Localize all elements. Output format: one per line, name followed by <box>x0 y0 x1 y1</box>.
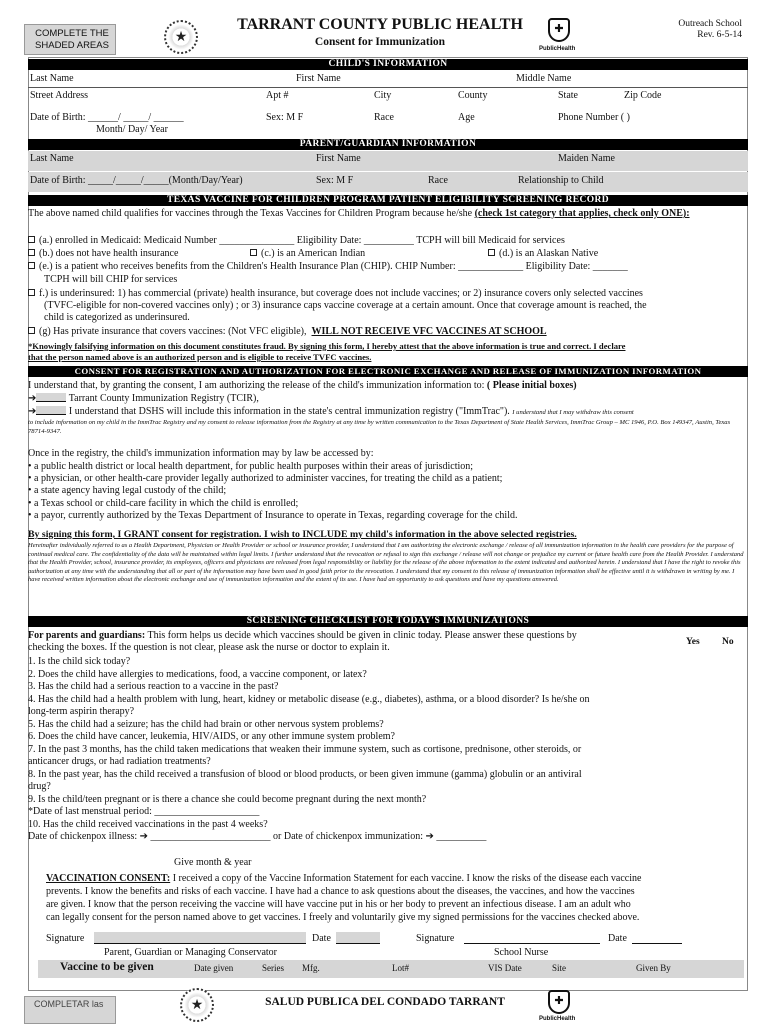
divider <box>28 87 748 88</box>
eligibility-option-e <box>28 261 744 273</box>
eligibility-option-e-note: TCPH will bill CHIP for services <box>44 274 178 285</box>
access-list-item: • a payor, currently authorized by the Texas Department of Insurance to operate in Texas, regarding coverage for the child. <box>28 509 518 521</box>
access-list-item: • a physician, or other health-care provider legally authorized to administer vaccines, for treating the child as a patient; <box>28 473 503 485</box>
question-7: 7. In the past 3 months, has the child taken medications that weaken their immune system, such as cortisone, prednisone, other steroids, or <box>28 743 582 755</box>
registry-dshs-row <box>28 406 744 418</box>
attestation-line-2: that the person named above is an authorized person and is eligible to receive TVFC vaccines. <box>28 352 372 362</box>
child-middle-name-field[interactable]: Middle Name <box>516 73 572 84</box>
col-given-by: Given By <box>636 963 671 973</box>
col-vis-date: VIS Date <box>488 963 522 973</box>
option-b-label: (b.) does not have health insurance <box>39 248 179 259</box>
question-9-lmp: *Date of last menstrual period: _____________________ <box>28 806 260 817</box>
parent-signature-label: Signature <box>46 933 85 944</box>
child-first-name-field[interactable]: First Name <box>296 73 341 84</box>
public-health-logo-text: PublicHealth <box>539 46 576 52</box>
checkbox-a[interactable] <box>28 236 35 243</box>
registry-tcir-row <box>28 393 744 405</box>
public-health-shield-icon <box>548 18 570 42</box>
chickenpox-dates[interactable]: Date of chickenpox illness: ➔ ________________________ or Date of chickenpox immunization: ➔ __________ <box>28 831 487 842</box>
question-4-cont: long-term aspirin therapy? <box>28 706 135 717</box>
grant-consent-statement: By signing this form, I GRANT consent for registration. I wish to INCLUDE my child's information in the above selected registries. <box>28 529 577 540</box>
screening-intro <box>28 630 668 654</box>
access-list-item: • a Texas school or child-care facility in which the child is enrolled; <box>28 497 299 509</box>
eligibility-intro-bold: (check 1st category that applies, check only ONE): <box>474 208 690 219</box>
vaccination-consent-label: VACCINATION CONSENT: <box>46 873 171 884</box>
arrow-right-icon: ➔ <box>28 393 37 404</box>
option-f-label: f.) is underinsured: 1) has commercial (private) health insurance, but coverage does not include vaccines; or 2) insurance covers only selected vaccines <box>39 288 643 299</box>
option-c-label: (c.) is an American Indian <box>261 248 366 259</box>
screening-questions <box>28 656 678 844</box>
child-race-field[interactable]: Race <box>374 112 394 123</box>
parent-dob-field[interactable]: Date of Birth: _____/_____/_____(Month/Day/Year) <box>30 175 243 186</box>
child-dob-field[interactable]: Date of Birth: ______/ _____/ ______ <box>30 112 184 123</box>
question-3: 3. Has the child had a serious reaction to a vaccine in the past? <box>28 681 279 692</box>
arrow-right-icon: ➔ <box>28 406 37 417</box>
registry-intro <box>28 380 744 392</box>
attestation-line-1: *Knowingly falsifying information on this document constitutes fraud. By signing this form, I hereby attest that the above information is true and correct. I declare <box>28 341 626 351</box>
eligibility-intro <box>28 208 744 220</box>
vaccination-consent-text-2: prevents. I know the benefits and risks of each vaccine. I have had a chance to ask questions about the diseases, the vaccines, and how the vaccines <box>46 886 635 897</box>
vaccine-given-row <box>38 960 744 978</box>
eligibility-option-f <box>28 288 744 300</box>
section-screening-heading: SCREENING CHECKLIST FOR TODAY'S IMMUNIZATIONS <box>28 616 748 627</box>
checkbox-d[interactable] <box>488 249 495 256</box>
vaccination-consent-text-3: are given. I know that the person receiving the vaccine will have vaccine put in his or her body to prevent an infectious disease. I am an adult who <box>46 899 631 910</box>
question-8: 8. In the past year, has the child received a transfusion of blood or blood products, or been given immune (gamma) globulin or an antiviral <box>28 768 582 780</box>
col-site: Site <box>552 963 567 973</box>
question-4: 4. Has the child had a health problem with lung, heart, kidney or metabolic disease (e.g., diabetes), asthma, or a blood disorder? Is he/she on <box>28 693 590 705</box>
child-sex-field[interactable]: Sex: M F <box>266 112 304 123</box>
eligibility-option-g <box>28 326 744 338</box>
footer-shaded-note: COMPLETAR las <box>34 999 104 1009</box>
col-lot: Lot# <box>392 963 409 973</box>
nurse-signature-field[interactable] <box>464 932 600 944</box>
legal-disclaimer: Hereinafter individually referred to as a Health Department, Physician or Health Provider or school or insurance provider, I understand that I am authorizing the electronic exchange / release of all immunization information in the health care providers for the purpose of continual medical care. The confidentiality of the data will be maintained within legal limits. I further understand that the revocation or refusal to sign this exchange / release will not change or prejudice my current or future health care from the Health Provider. I understand that the Health Provider, school, insurance provider, its employees, officers and physicians are released from legal responsibility or liability for the release of the above information to the extent indicated and authorized herein. I understand that I have the right to revoke this authorization at any time with the understanding that all or part of the information may have been used in good faith prior to the revocation. I understand that my consent to this release of immunization information shall be effective until it is withdrawn in writing by me. I have received written information about the electronic exchange and use of immunization information and the extent of its use. I have had an opportunity to ask questions and have my questions answered. <box>28 542 744 583</box>
vaccination-consent <box>28 872 744 924</box>
child-phone-field[interactable]: Phone Number ( ) <box>558 112 630 123</box>
revision-label: Rev. 6-5-14 <box>697 30 742 40</box>
registry-access-intro: Once in the registry, the child's immunization information may by law be accessed by: <box>28 448 374 459</box>
checkbox-c[interactable] <box>250 249 257 256</box>
eligibility-option-f-line3: child is categorized as underinsured. <box>44 312 190 323</box>
access-list-item: • a state agency having legal custody of the child; <box>28 485 227 497</box>
eligibility-option-a <box>28 235 744 247</box>
vaccination-consent-text-4: can legally consent for the person named above to get vaccines. I freely and voluntarily give my signed permissions for the vaccines checked above. <box>46 912 640 923</box>
eligibility-option-f-line2: (TVFC-eligible for non-covered vaccines only) ; or 3) insurance caps vaccine coverage at a certain amount. Once that coverage amount is reached, the <box>44 300 647 311</box>
option-a-label: (a.) enrolled in Medicaid: Medicaid Number _______________ Eligibility Date: __________ TCPH will bill Medicaid for services <box>39 235 565 246</box>
question-5: 5. Has the child had a seizure; has the child had brain or other nervous system problems? <box>28 718 384 730</box>
county-seal-icon <box>164 20 198 54</box>
dshs-label: I understand that DSHS will include this information in the state's central immunization registry ("ImmTrac"). <box>68 406 510 417</box>
parent-dob-row <box>28 172 748 192</box>
dshs-initial-box[interactable] <box>36 406 66 415</box>
parent-date-field[interactable] <box>336 932 380 944</box>
no-column-header: No <box>722 637 734 647</box>
nurse-date-label: Date <box>608 933 627 944</box>
option-g-label: (g) Has private insurance that covers vaccines: (Not VFC eligible), <box>39 326 307 337</box>
withdraw-consent-note: I understand that I may withdraw this consent <box>512 409 634 416</box>
parent-date-label: Date <box>312 933 331 944</box>
child-last-name-field[interactable]: Last Name <box>30 73 74 84</box>
question-2: 2. Does the child have allergies to medications, food, a vaccine component, or latex? <box>28 668 367 680</box>
nurse-signature-caption: School Nurse <box>494 947 549 958</box>
page-title: TARRANT COUNTY PUBLIC HEALTH <box>237 16 523 33</box>
child-county-field[interactable]: County <box>458 90 488 101</box>
parent-sex-field[interactable]: Sex: M F <box>316 175 354 186</box>
fraud-attestation <box>28 341 744 363</box>
parent-maiden-name-field[interactable]: Maiden Name <box>558 153 615 164</box>
parent-race-field[interactable]: Race <box>428 175 448 186</box>
program-label: Outreach School <box>678 19 742 29</box>
registry-intro-text: I understand that, by granting the consent, I am authorizing the release of the child's immunization information to: <box>28 380 485 391</box>
section-child-info-heading: CHILD'S INFORMATION <box>28 59 748 70</box>
page-subtitle: Consent for Immunization <box>314 36 446 48</box>
question-7-cont: anticancer drugs, or had radiation treatments? <box>28 756 211 767</box>
parent-last-name-field[interactable]: Last Name <box>30 153 74 164</box>
option-d-label: (d.) is an Alaskan Native <box>499 248 599 259</box>
vaccine-given-title: Vaccine to be given <box>60 961 154 973</box>
col-mfg: Mfg. <box>302 963 320 973</box>
parent-signature-caption: Parent, Guardian or Managing Conservator <box>104 947 278 958</box>
col-series: Series <box>262 963 284 973</box>
tcir-label: Tarrant County Immunization Registry (TCIR), <box>68 393 259 404</box>
parent-name-row <box>28 151 748 171</box>
checkbox-f[interactable] <box>28 289 35 296</box>
public-health-shield-icon <box>548 990 570 1014</box>
question-9: 9. Is the child/teen pregnant or is there a chance she could become pregnant during the next month? <box>28 793 427 805</box>
yes-column-header: Yes <box>686 637 700 647</box>
registry-intro-instruction: ( Please initial boxes) <box>486 380 577 391</box>
col-date-given: Date given <box>194 963 234 973</box>
question-1: 1. Is the child sick today? <box>28 656 131 667</box>
child-age-field[interactable]: Age <box>458 112 475 123</box>
section-registry-consent-heading: CONSENT FOR REGISTRATION AND AUTHORIZATION FOR ELECTRONIC EXCHANGE AND RELEASE OF IMMUNIZATION INFORMATION <box>28 366 748 377</box>
parent-relationship-field[interactable]: Relationship to Child <box>518 175 604 186</box>
give-month-year-hint: Give month & year <box>174 857 252 868</box>
question-6: 6. Does the child have cancer, leukemia, HIV/AIDS, or any other immune system problem? <box>28 731 395 742</box>
parent-signature-field[interactable] <box>94 932 306 944</box>
child-apt-field[interactable]: Apt # <box>266 90 289 101</box>
nurse-signature-label: Signature <box>416 933 455 944</box>
eligibility-intro-text: The above named child qualifies for vaccines through the Texas Vaccines for Children Program because he/she <box>28 208 473 219</box>
withdraw-consent-details: to include information on my child in the ImmTrac Registry and my consent to release information from the Registry at any time by written communication to the Texas Department of State Health Services, ImmTrac Group – MC 1946, P.O. Box 149347, Austin, Texas 78714-9347. <box>28 419 731 435</box>
child-zip-field[interactable]: Zip Code <box>624 90 662 101</box>
vaccination-consent-text-1: I received a copy of the Vaccine Information Statement for each vaccine. I know the risks of the disease each vaccine <box>172 873 642 884</box>
eligibility-option-bcd <box>28 248 744 260</box>
child-city-field[interactable]: City <box>374 90 392 101</box>
screening-intro-bold: For parents and guardians: <box>28 630 146 641</box>
parent-first-name-field[interactable]: First Name <box>316 153 361 164</box>
registry-access-list <box>28 461 744 522</box>
child-street-field[interactable]: Street Address <box>30 90 89 101</box>
option-e-label: (e.) is a patient who receives benefits from the Children's Health Insurance Plan (CHIP). CHIP Number: _____________ Eligibility Date: _______ <box>39 261 628 272</box>
checkbox-e[interactable] <box>28 262 35 269</box>
screening-intro-text-2: checking the boxes. If the question is not clear, please ask the nurse or doctor to explain it. <box>28 642 390 654</box>
checkbox-g[interactable] <box>28 327 35 334</box>
dob-format-hint: Month/ Day/ Year <box>96 124 168 135</box>
question-10: 10. Has the child received vaccinations in the past 4 weeks? <box>28 818 268 830</box>
section-eligibility-heading: TEXAS VACCINE FOR CHILDREN PROGRAM PATIENT ELIGIBILITY SCREENING RECORD <box>28 195 748 206</box>
screening-intro-text: This form helps us decide which vaccines should be given in clinic today. Please answer these questions by <box>147 630 577 641</box>
access-list-item: • a public health district or local health department, for public health purposes within their areas of jurisdiction; <box>28 461 474 472</box>
county-seal-icon <box>180 988 214 1022</box>
tcir-initial-box[interactable] <box>36 393 66 402</box>
checkbox-b[interactable] <box>28 249 35 256</box>
question-8-cont: drug? <box>28 781 51 792</box>
section-parent-info-heading: PARENT/GUARDIAN INFORMATION <box>28 139 748 150</box>
option-g-warning: WILL NOT RECEIVE VFC VACCINES AT SCHOOL <box>311 326 547 337</box>
nurse-date-field[interactable] <box>632 932 682 944</box>
shaded-areas-note: COMPLETE THE SHADED AREAS <box>35 28 109 51</box>
footer-title: SALUD PUBLICA DEL CONDADO TARRANT <box>265 996 505 1008</box>
child-state-field[interactable]: State <box>558 90 578 101</box>
footer-logo-text: PublicHealth <box>539 1016 576 1022</box>
